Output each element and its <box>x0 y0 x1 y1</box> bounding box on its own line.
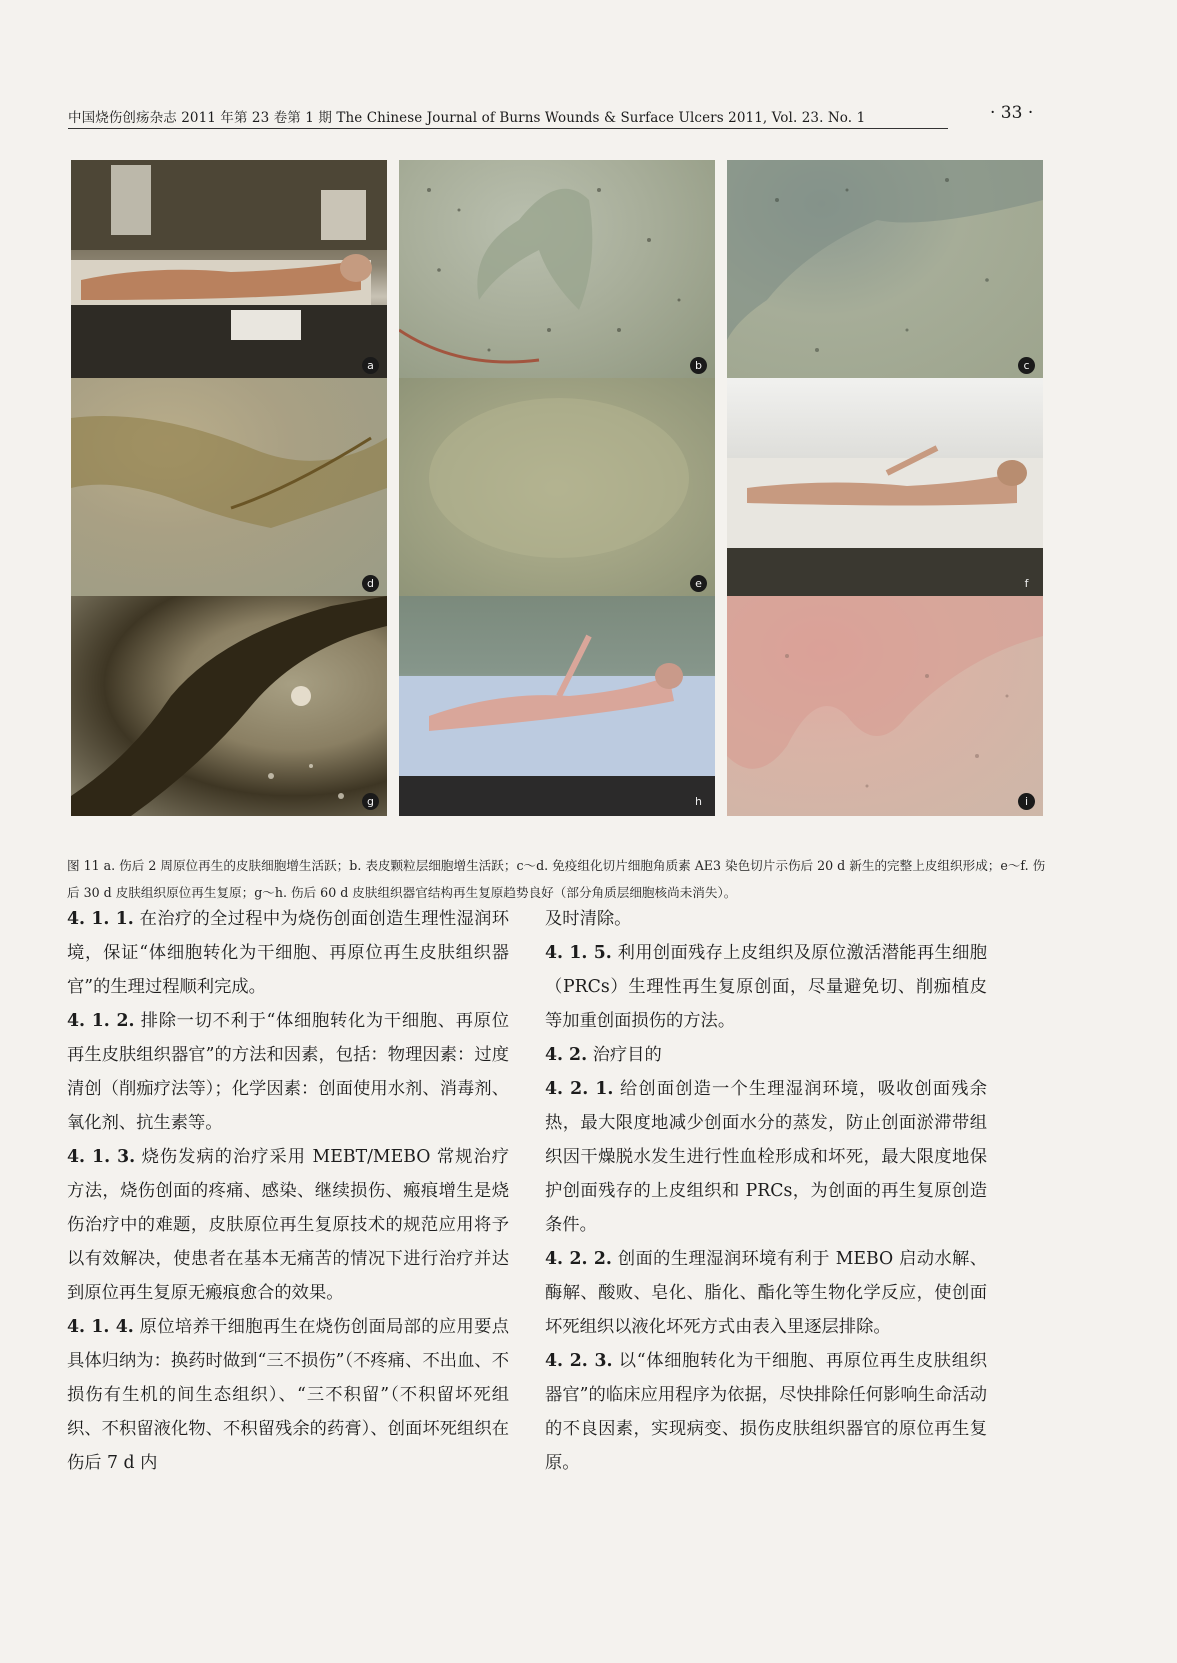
figure-panel-c <box>727 160 1043 380</box>
section-4-1-4: 4. 1. 4. 原位培养干细胞再生在烧伤创面局部的应用要点具体归纳为：换药时做到“三不损伤”（不疼痛、不出血、不损伤有生机的间生态组织）、“三不积留”（不积留坏死组织、不积留液化物、不积留残余的药膏）、创面坏死组织在伤后 7 d 内 <box>67 1317 510 1473</box>
section-4-1-3: 4. 1. 3. 烧伤发病的治疗采用 MEBT/MEBO 常规治疗方法，烧伤创面的疼痛、感染、继续损伤、瘢痕增生是烧伤治疗中的难题，皮肤原位再生复原技术的规范应用将予以有效解决，使患者在基本无痛苦的情况下进行治疗并达到原位再生复原无瘢痕愈合的效果。 <box>67 1147 509 1303</box>
micrograph-e <box>399 378 715 598</box>
micrograph-g <box>71 596 387 816</box>
section-4-1-2: 4. 1. 2. 排除一切不利于“体细胞转化为干细胞、再原位再生皮肤组织器官”的方法和因素，包括：物理因素：过度清创（削痂疗法等）；化学因素：创面使用水剂、消毒剂、氧化剂、抗生素等。 <box>67 1011 509 1133</box>
panel-label-h: h <box>695 795 702 808</box>
figure-caption: 图 11 a. 伤后 2 周原位再生的皮肤细胞增生活跃；b. 表皮颗粒层细胞增生活跃；c～d. 免疫组化切片细胞角质素 AE3 染色切片示伤后 20 d 新生的完整上皮组织形成；e～f. 伤后 30 d 皮肤组织原位再生复原；g～h. 伤后 60 d 皮肤组织器官结构再生复原趋势良好（部分角质层细胞核尚未消失）。 <box>67 858 1046 900</box>
figure-panel-f <box>727 378 1043 598</box>
figure-panel-g <box>71 596 387 816</box>
panel-label-b: b <box>690 357 707 374</box>
section-4-2-1: 4. 2. 1. 给创面创造一个生理湿润环境，吸收创面残余热，最大限度地减少创面水分的蒸发，防止创面淤滞带组织因干燥脱水发生进行性血栓形成和坏死，最大限度地保护创面残存的上皮组织和 PRCs，为创面的再生复原创造条件。 <box>545 1079 987 1235</box>
page-number: · 33 · <box>990 103 1034 123</box>
panel-label-g: g <box>362 793 379 810</box>
figure-panel-h <box>399 596 715 816</box>
panel-label-f: f <box>1024 577 1029 590</box>
panel-label-i: i <box>1018 793 1035 810</box>
patient-bed-photo-h <box>399 596 715 816</box>
micrograph-d <box>71 378 387 598</box>
section-4-2-2: 4. 2. 2. 创面的生理湿润环境有利于 MEBO 启动水解、酶解、酸败、皂化、脂化、酯化等生物化学反应，使创面坏死组织以液化坏死方式由表入里逐层排除。 <box>545 1249 988 1337</box>
panel-label-e: e <box>690 575 707 592</box>
panel-label-c: c <box>1018 357 1035 374</box>
section-4-1-5: 4. 1. 5. 利用创面残存上皮组织及原位激活潜能再生细胞（PRCs）生理性再生复原创面，尽量避免切、削痂植皮等加重创面损伤的方法。 <box>545 943 988 1031</box>
micrograph-b <box>399 160 715 380</box>
running-head: 中国烧伤创疡杂志 2011 年第 23 卷第 1 期 The Chinese Journal of Burns Wounds & Surface Ulcers 2011, Vol. 23. No. 1 <box>68 106 948 129</box>
section-4-2-3: 4. 2. 3. 以“体细胞转化为干细胞、再原位再生皮肤组织器官”的临床应用程序为依据，尽快排除任何影响生命活动的不良因素，实现病变、损伤皮肤组织器官的原位再生复原。 <box>545 1351 987 1473</box>
figure-panel-d <box>71 378 387 598</box>
micrograph-i <box>727 596 1043 816</box>
left-column <box>67 902 509 1480</box>
figure-panel-e <box>399 378 715 598</box>
figure-panel-b <box>399 160 715 380</box>
panel-label-d: d <box>362 575 379 592</box>
section-4-1-1: 4. 1. 1. 在治疗的全过程中为烧伤创面创造生理性湿润环境，保证“体细胞转化为干细胞、再原位再生皮肤组织器官”的生理过程顺利完成。 <box>67 909 510 997</box>
patient-bed-photo-f <box>727 378 1043 598</box>
micrograph-c <box>727 160 1043 380</box>
right-column <box>545 902 987 1480</box>
figure-panel-i <box>727 596 1043 816</box>
section-4-2-heading: 4. 2. 治疗目的 <box>545 1045 662 1065</box>
figure-panel-a <box>71 160 387 380</box>
figure-11 <box>71 160 1039 840</box>
panel-label-a: a <box>362 357 379 374</box>
patient-bed-photo-a <box>71 160 387 380</box>
section-4-1-4-cont: 及时清除。 <box>545 909 632 929</box>
